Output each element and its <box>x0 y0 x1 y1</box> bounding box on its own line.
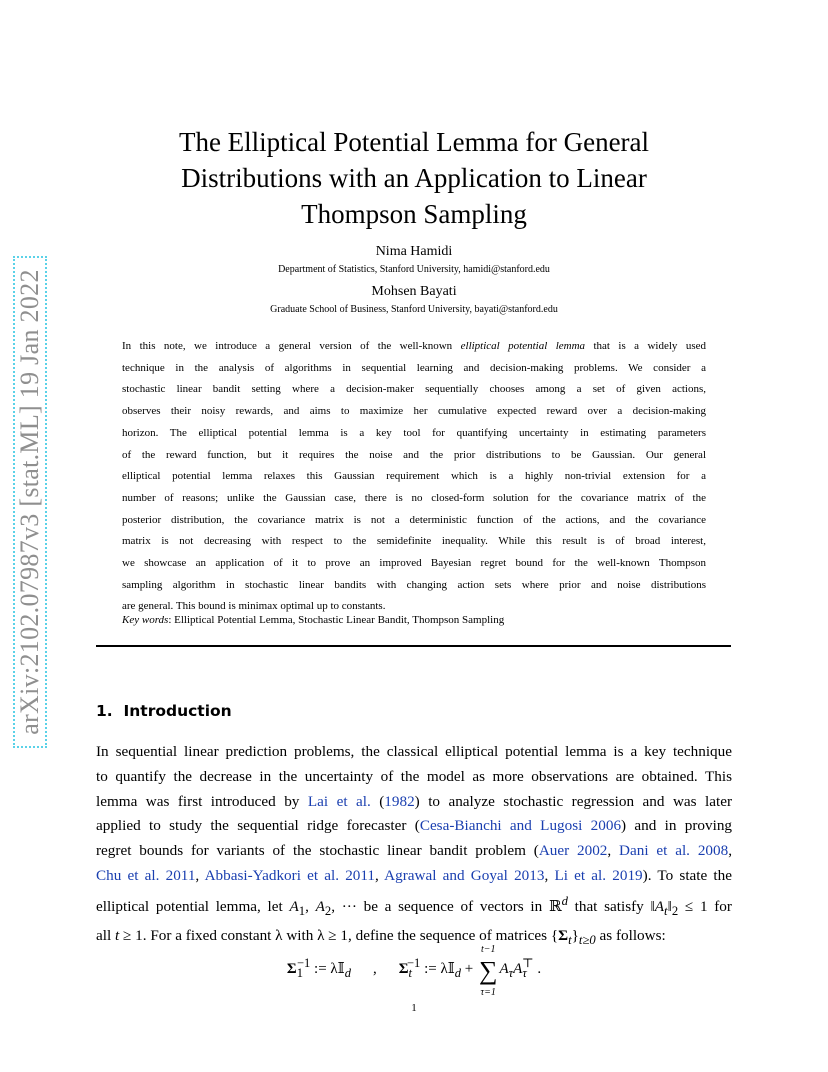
abstract-line: number of reasons; unlike the Gaussian case, there is no closed-form solution for the covariance matrix of the <box>122 491 706 504</box>
author-name: Mohsen Bayati <box>371 284 457 299</box>
summation-operator: t−1 ∑ τ=1 <box>478 944 498 998</box>
page-number: 1 <box>411 1002 417 1014</box>
abstract-line: In this note, we introduce a general version of the well-known elliptical potential lemma that is a widely used <box>122 340 706 352</box>
equation-row: $\Sigma_1^{-1}$ := λ𝕀$_d$ , $\Sigma_t^{-1}$ := λ𝕀$_d$ + t−1 ∑ τ=1 $A_\tau A_\tau^⊤$ . <box>286 944 542 998</box>
intro-paragraph <box>96 740 732 953</box>
arxiv-id: arXiv:2102.07987v3 [stat.ML] 19 Jan 2022 <box>15 269 44 735</box>
citation-link[interactable]: 1982 <box>384 792 415 810</box>
abstract-line: observes their noisy rewards, and aims to maximize her cumulative expected reward over a decision-making <box>122 405 706 418</box>
section-heading <box>96 702 232 720</box>
author-name: Nima Hamidi <box>375 244 453 259</box>
abstract-line: matrix is not decreasing with respect to the semidefinite inequality. While this result is of broad interest, <box>122 535 706 548</box>
body-line: all t ≥ 1. For a fixed constant λ with λ ≥ 1, define the sequence of matrices $\{\Sigma_t\}_{t\ge 0}$ as follows: <box>96 926 666 947</box>
abstract-line: technique in the analysis of algorithms in sequential learning and decision-making problems. We consider a <box>122 361 706 374</box>
keywords: Key words: Elliptical Potential Lemma, Stochastic Linear Bandit, Thompson Sampling <box>122 614 505 626</box>
body-line: regret bounds for variants of the stochastic linear bandit problem (Auer 2002, Dani et al. 2008, <box>96 842 732 860</box>
abstract-line: horizon. The elliptical potential lemma is a key tool for quantifying uncertainty in estimating parameters <box>122 426 706 439</box>
citation-link[interactable]: Abbasi-Yadkori et al. 2011 <box>204 866 376 884</box>
citation-link[interactable]: Lai et al. <box>307 792 371 810</box>
body-line: lemma was first introduced by Lai et al. (1982) to analyze stochastic regression and was later <box>96 792 733 810</box>
citation-link[interactable]: Li et al. 2019 <box>554 866 643 884</box>
author-affiliation: Department of Statistics, Stanford University, hamidi@stanford.edu <box>278 264 550 275</box>
abstract-line: we showcase an application of it to prove an improved Bayesian regret bound for the well-known Thompson <box>122 557 706 570</box>
title-line: The Elliptical Potential Lemma for General <box>178 127 650 157</box>
abstract-line: sampling algorithm in stochastic linear bandits with changing action sets where prior and noise distributions <box>122 578 706 591</box>
arxiv-identifier-stamp <box>13 256 47 748</box>
title-line: Distributions with an Application to Linear <box>181 163 647 193</box>
section-number: 1. <box>96 702 113 720</box>
abstract-line: are general. This bound is minimax optimal up to constants. <box>122 600 386 613</box>
citation-link[interactable]: Agrawal and Goyal 2013 <box>384 866 545 884</box>
body-line: Chu et al. 2011, Abbasi-Yadkori et al. 2011, Agrawal and Goyal 2013, Li et al. 2019). To state the <box>96 866 732 884</box>
citation-link[interactable]: Chu et al. 2011 <box>96 866 196 884</box>
emphasis: elliptical potential lemma <box>460 340 586 352</box>
body-line: In sequential linear prediction problems, the classical elliptical potential lemma is a key technique <box>96 743 732 760</box>
title-line: Thompson Sampling <box>301 199 527 229</box>
display-equation <box>96 942 732 998</box>
keywords-label: Key words <box>122 614 169 626</box>
body-line: applied to study the sequential ridge forecaster (Cesa-Bianchi and Lugosi 2006) and in proving <box>96 817 733 835</box>
citation-link[interactable]: Dani et al. 2008 <box>619 842 729 860</box>
abstract-line: elliptical potential lemma relaxes this Gaussian requirement which is a highly non-trivial extension for a <box>122 470 706 483</box>
citation-link[interactable]: Cesa-Bianchi and Lugosi 2006 <box>419 817 622 835</box>
section-divider <box>96 645 731 647</box>
section-title: Introduction <box>123 702 232 720</box>
author-affiliation: Graduate School of Business, Stanford University, bayati@stanford.edu <box>270 304 558 315</box>
paper-title <box>96 124 732 232</box>
body-line: elliptical potential lemma, let $A_1$, $A_2$, ··· be a sequence of vectors in ℝ$^d$ that satisfy $‖A_t‖_2 \le 1$ for <box>96 893 732 918</box>
abstract-line: posterior distribution, the covariance matrix is not a deterministic function of the actions, and the covariance <box>122 513 706 526</box>
body-line: to quantify the decrease in the uncertainty of the model as more observations are obtained. This <box>96 767 732 785</box>
abstract <box>122 336 706 618</box>
abstract-line: stochastic linear bandit setting where a decision-maker sequentially chooses among a set of given actions, <box>122 383 706 396</box>
keywords-text: Elliptical Potential Lemma, Stochastic Linear Bandit, Thompson Sampling <box>174 614 505 626</box>
abstract-line: of the reward function, but it requires the noise and the prior distributions to be Gaussian. Our general <box>122 448 706 461</box>
citation-link[interactable]: Auer 2002 <box>538 842 608 860</box>
